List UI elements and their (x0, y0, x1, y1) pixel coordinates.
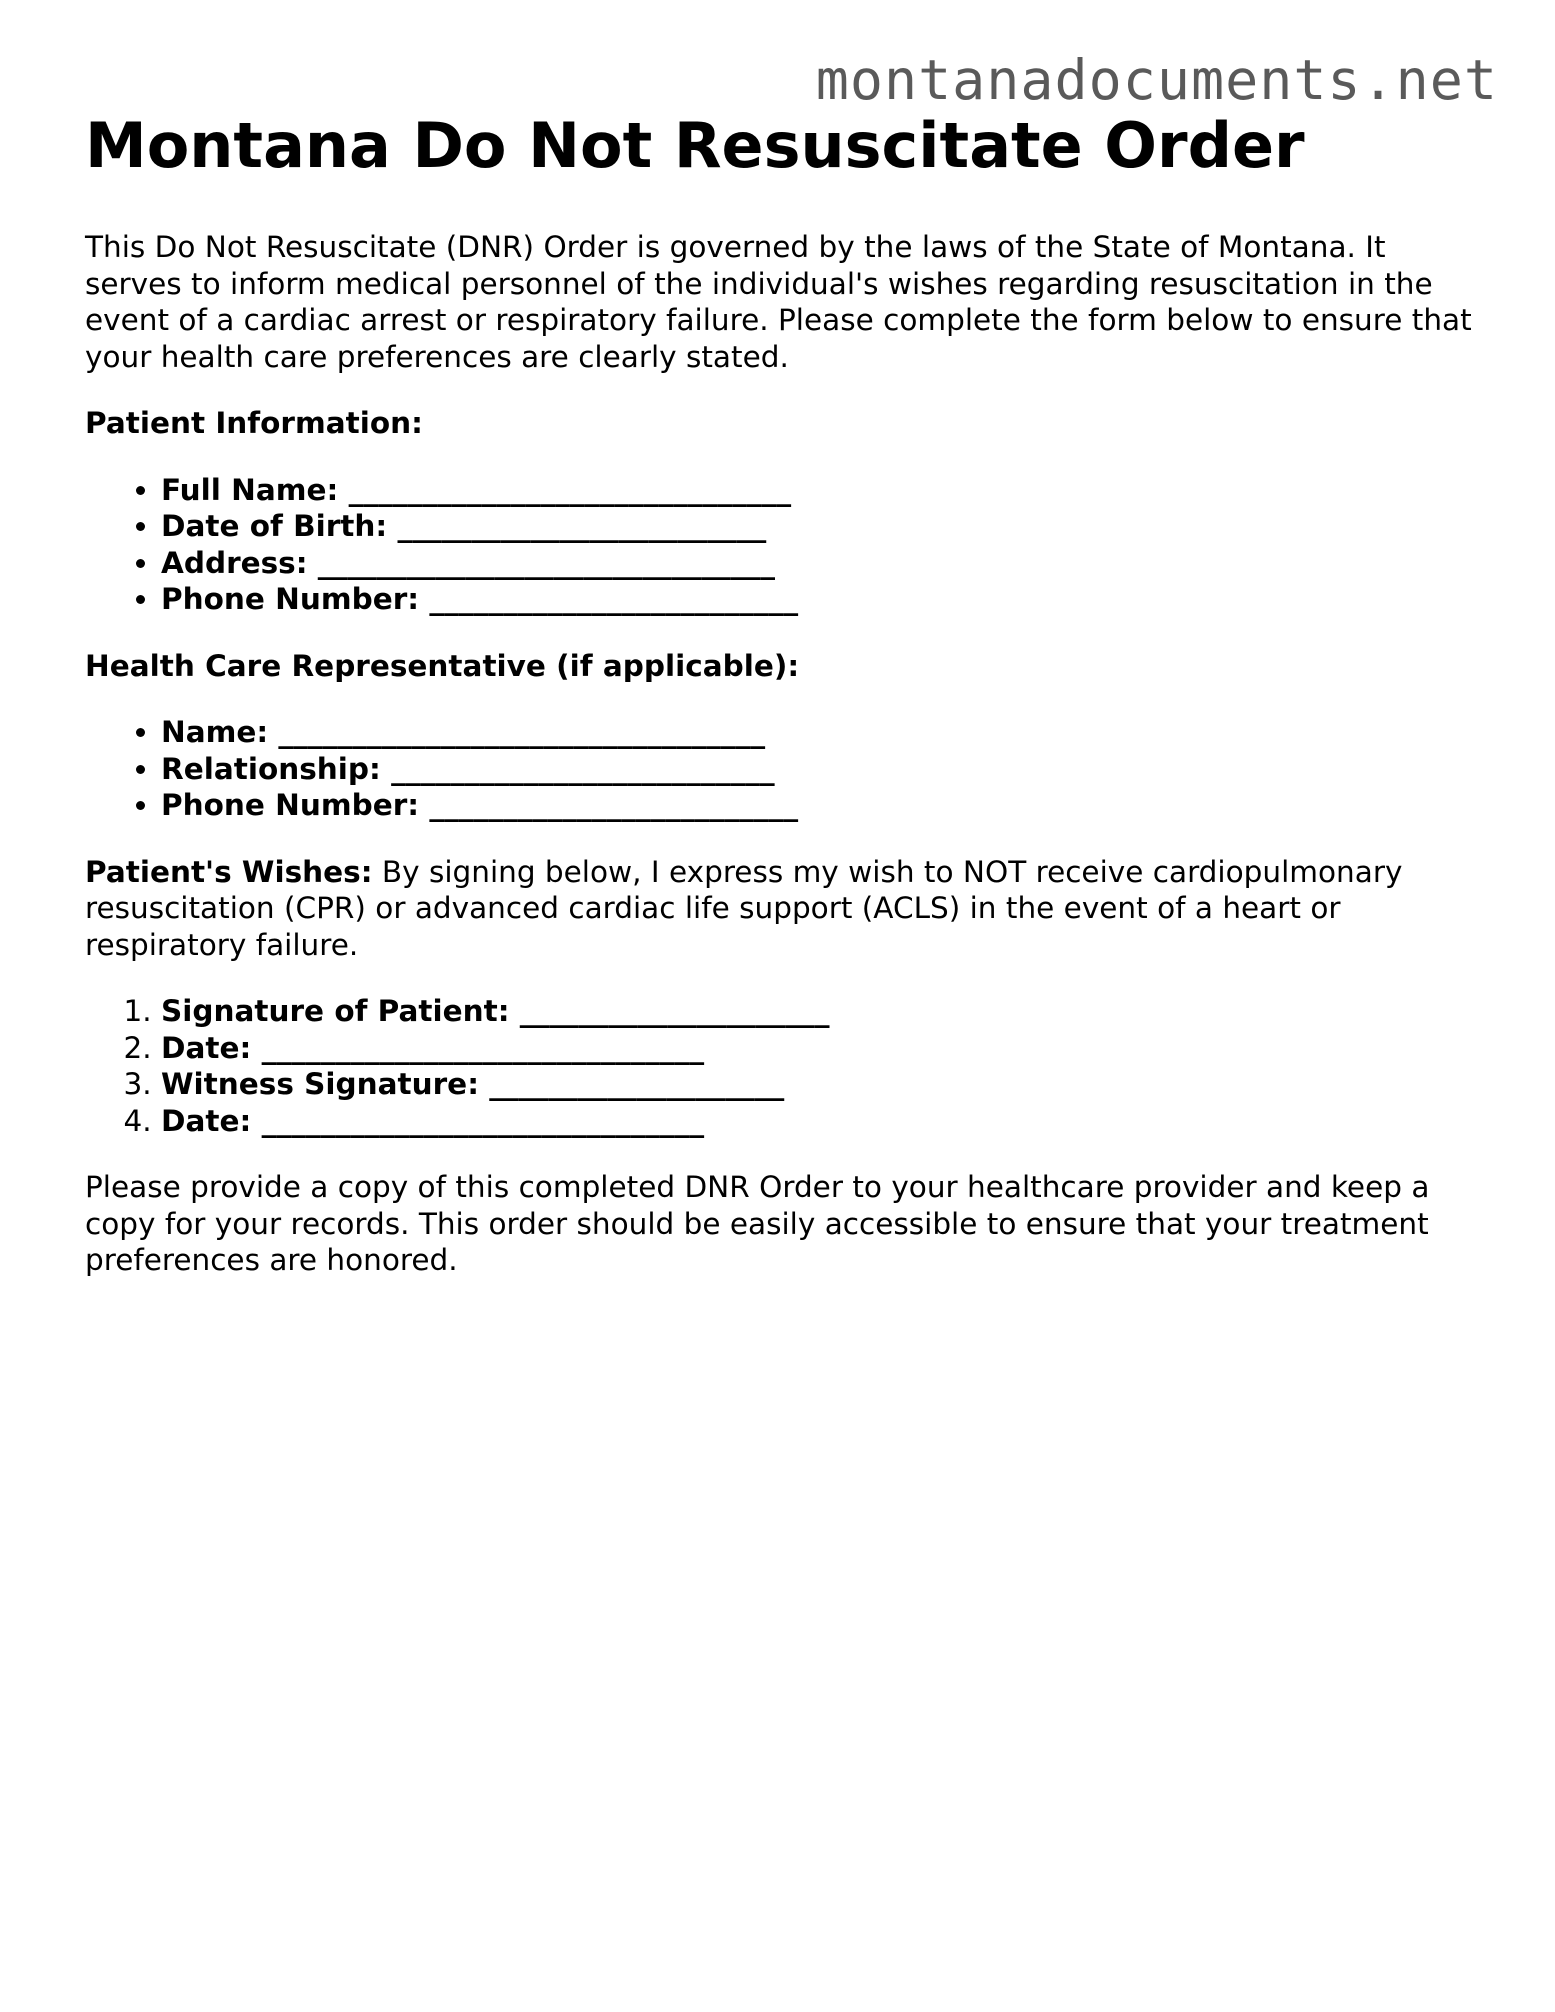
intro-paragraph: This Do Not Resuscitate (DNR) Order is governed by the laws of the State of Montana. It serves to inform medical personnel of the individual's wishes regarding resuscitation in the event of a cardiac arrest or respiratory failure. Please complete the form below to ensure that your health care preferences are clearly stated. (85, 230, 1472, 374)
patient-wishes-text: By signing below, I express my wish to NOT receive cardiopulmonary resuscitation (CPR) or advanced cardiac life support (ACLS) in the event of a heart or respiratory failure. (85, 854, 1403, 962)
representative-relationship-field: • Relationship: __________________________ (161, 751, 1475, 788)
page-title: Montana Do Not Resuscitate Order (85, 109, 1305, 182)
representative-heading: Health Care Representative (if applicable): (85, 648, 800, 683)
site-watermark: montanadocuments.net (815, 48, 1498, 112)
patient-phone-field: • Phone Number: _________________________ (161, 581, 1475, 618)
representative-name-field: • Name: _________________________________ (161, 714, 1475, 751)
patient-signature-date-field: 2. Date: ______________________________ (161, 1030, 1475, 1067)
closing-paragraph: Please provide a copy of this completed DNR Order to your healthcare provider and keep a copy for your records. This order should be easily accessible to ensure that your treatment preferences are honored. (85, 1170, 1430, 1277)
signature-list (85, 993, 1475, 1139)
patient-address-field: • Address: _______________________________ (161, 545, 1475, 582)
representative-list (85, 714, 1475, 824)
patient-wishes-paragraph (85, 854, 1475, 964)
patient-dob-field: • Date of Birth: _________________________ (161, 508, 1475, 545)
patient-full-name-field: • Full Name: ______________________________ (161, 472, 1475, 509)
witness-signature-field: 3. Witness Signature: ____________________ (161, 1066, 1475, 1103)
patient-info-list (85, 472, 1475, 618)
patient-wishes-label: Patient's Wishes: (85, 854, 373, 889)
document-body (85, 108, 1475, 1279)
representative-phone-field: • Phone Number: _________________________ (161, 787, 1475, 824)
patient-signature-field: 1. Signature of Patient: _____________________ (161, 993, 1475, 1030)
witness-signature-date-field: 4. Date: ______________________________ (161, 1103, 1475, 1140)
patient-info-heading: Patient Information: (85, 406, 423, 440)
